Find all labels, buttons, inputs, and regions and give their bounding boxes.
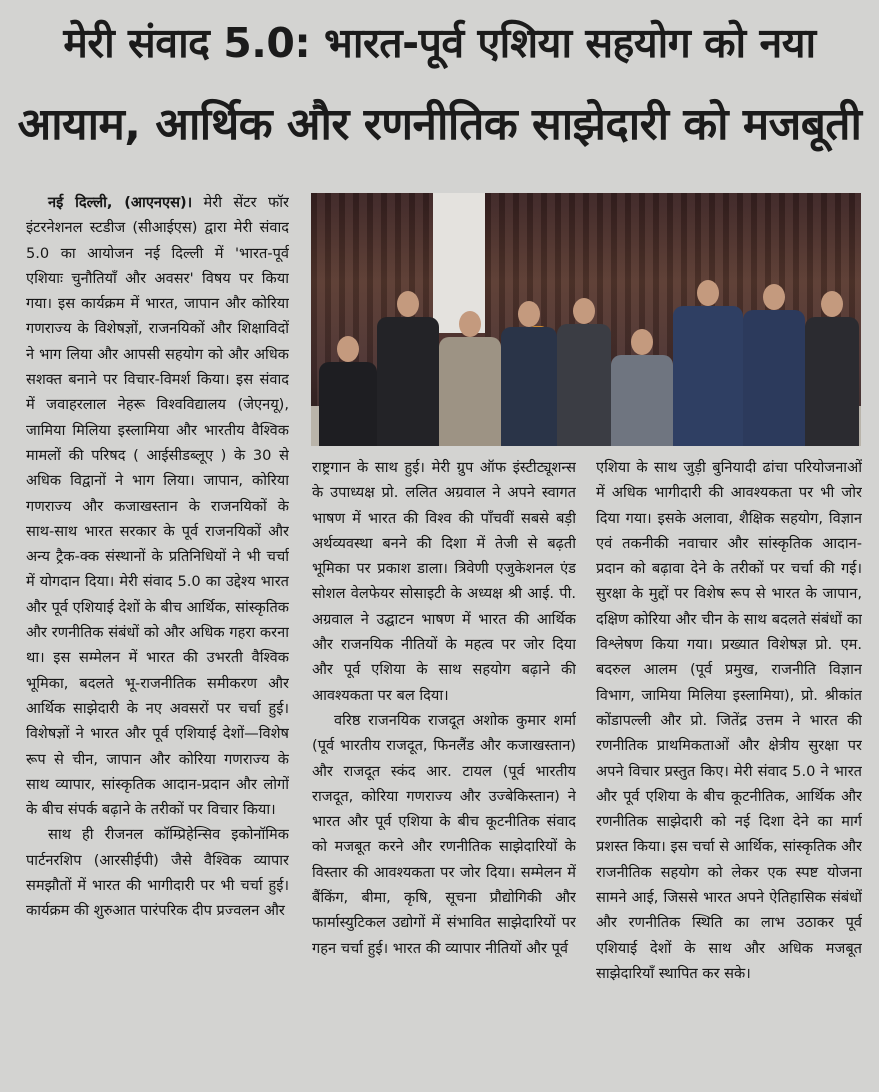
article-column-2: [312, 455, 576, 1085]
paragraph-3: राष्ट्रगान के साथ हुई। मेरी ग्रुप ऑफ इंस्टीट्यूशन्स के उपाध्यक्ष प्रो. ललित अग्रवाल ने अपने स्वागत भाषण में भारत की विश्व की पाँचवीं सबसे बड़ी अर्थव्यवस्था बनने की दिशा में तेजी से बढ़ती भूमिका पर प्रकाश डाला। त्रिवेणी एजुकेशनल एंड सोशल वेलफेयर सोसाइटी के अध्यक्ष श्री आई. पी. अग्रवाल ने उद्घाटन भाषण में भारत की आर्थिक और राजनयिक नीतियों के महत्व पर जोर दिया और पूर्व एशिया के साथ सहयोग बढ़ाने की आवश्यकता पर बल दिया।: [312, 459, 576, 704]
headline-line-2: आयाम, आर्थिक और रणनीतिक साझेदारी को मजबूती: [17, 99, 862, 150]
paragraph-2: साथ ही रीजनल कॉम्प्रिहेन्सिव इकोनॉमिक पार्टनरशिप (आरसीईपी) जैसे वैश्विक व्यापार समझौतों में भारत की भागीदारी पर भी चर्चा हुई। कार्यक्रम की शुरुआत पारंपरिक दीप प्रज्वलन और: [26, 826, 289, 920]
dateline: नई दिल्ली, (आएनएस)।: [48, 194, 193, 211]
headline-line-1: मेरी संवाद 5.0: भारत-पूर्व एशिया सहयोग को नया: [63, 19, 816, 67]
headline: [14, 0, 865, 190]
event-photo: [311, 193, 861, 446]
paragraph-4: वरिष्ठ राजनयिक राजदूत अशोक कुमार शर्मा (पूर्व भारतीय राजदूत, फिनलैंड और कजाखस्तान) और राजदूत स्कंद आर. टायल (पूर्व भारतीय राजदूत, कोरिया गणराज्य और उज्बेकिस्तान) ने भारत और पूर्व एशिया के बीच कूटनीतिक संवाद को मजबूत करने और रणनीतिक साझेदारियों के विस्तार की आवश्यकता पर जोर दिया। सम्मेलन में बैंकिंग, बीमा, कृषि, सूचना प्रौद्योगिकी और फार्मास्युटिकल उद्योगों में संभावित साझेदारियों पर गहन चर्चा हुई। भारत की व्यापार नीतियों और पूर्व: [312, 711, 576, 957]
paragraph-5: एशिया के साथ जुड़ी बुनियादी ढांचा परियोजनाओं में अधिक भागीदारी की आवश्यकता पर भी जोर दिया गया। इसके अलावा, शैक्षिक सहयोग, विज्ञान एवं तकनीकी नवाचार और सांस्कृतिक आदान-प्रदान को बढ़ावा देने के तरीकों पर चर्चा की गई। सुरक्षा के मुद्दों पर विशेष रूप से भारत के जापान, दक्षिण कोरिया और चीन के साथ बदलते संबंधों का विश्लेषण किया गया। प्रख्यात विशेषज्ञ प्रो. एम. बदरुल आलम (पूर्व प्रमुख, राजनीति विज्ञान विभाग, जामिया मिलिया इस्लामिया), प्रो. श्रीकांत कोंडापल्ली और प्रो. जितेंद्र उत्तम ने भारत की रणनीतिक प्राथमिकताओं और क्षेत्रीय सुरक्षा पर अपने विचार प्रस्तुत किए। मेरी संवाद 5.0 ने भारत और पूर्व एशिया के बीच कूटनीतिक, आर्थिक और रणनीतिक साझेदारी को नई दिशा देने का मार्ग प्रशस्त किया। इस चर्चा से आर्थिक, सांस्कृतिक और राजनीतिक सहयोग को लेकर एक स्पष्ट योजना सामने आई, जिससे भारत अपने ऐतिहासिक संबंधों और रणनीतिक स्थिति का लाभ उठाकर पूर्व एशियाई देशों के साथ और अधिक मजबूत साझेदारियाँ स्थापित कर सके।: [596, 459, 862, 982]
paragraph-1-text: मेरी सेंटर फॉर इंटरनेशनल स्टडीज (सीआईएस) द्वारा मेरी संवाद 5.0 का आयोजन नई दिल्ली में 'भारत-पूर्व एशियाः चुनौतियाँ और अवसर' विषय पर किया गया। इस कार्यक्रम में भारत, जापान और कोरिया गणराज्य के विशेषज्ञों, राजनयिकों और शिक्षाविदों ने भाग लिया और आपसी सहयोग को और अधिक सशक्त बनाने पर विचार-विमर्श किया। इस संवाद में जवाहरलाल नेहरू विश्वविद्यालय (जेएनयू), जामिया मिलिया इस्लामिया और भारतीय वैश्विक मामलों की परिषद ( आईसीडब्लूए ) के 30 से अधिक विद्वानों ने भाग लिया। जापान, कोरिया गणराज्य और कजाखस्तान के राजनयिकों के साथ-साथ भारत सरकार के पूर्व राजनयिकों और अन्य ट्रैक-क्क संस्थानों के प्रतिनिधियों ने भी चर्चा में योगदान दिया। मेरी संवाद 5.0 का उद्देश्य भारत और पूर्व एशियाई देशों के बीच आर्थिक, सांस्कृतिक और रणनीतिक संबंधों को और अधिक गहरा करना था। इस सम्मेलन में भारत की उभरती वैश्विक भूमिका, बदलते भू-राजनीतिक समीकरण और आर्थिक साझेदारी के नए अवसरों पर चर्चा हुई। विशेषज्ञों ने भारत और पूर्व एशियाई देशों—विशेष रूप से चीन, जापान और कोरिया गणराज्य के साथ व्यापार, सांस्कृतिक आदान-प्रदान और लोगों के बीच संपर्क बढ़ाने के तरीकों पर विचार किया।: [26, 194, 289, 819]
article-column-3: [596, 455, 862, 1085]
article-column-1: [26, 190, 289, 1085]
paragraph-1: [26, 190, 289, 822]
